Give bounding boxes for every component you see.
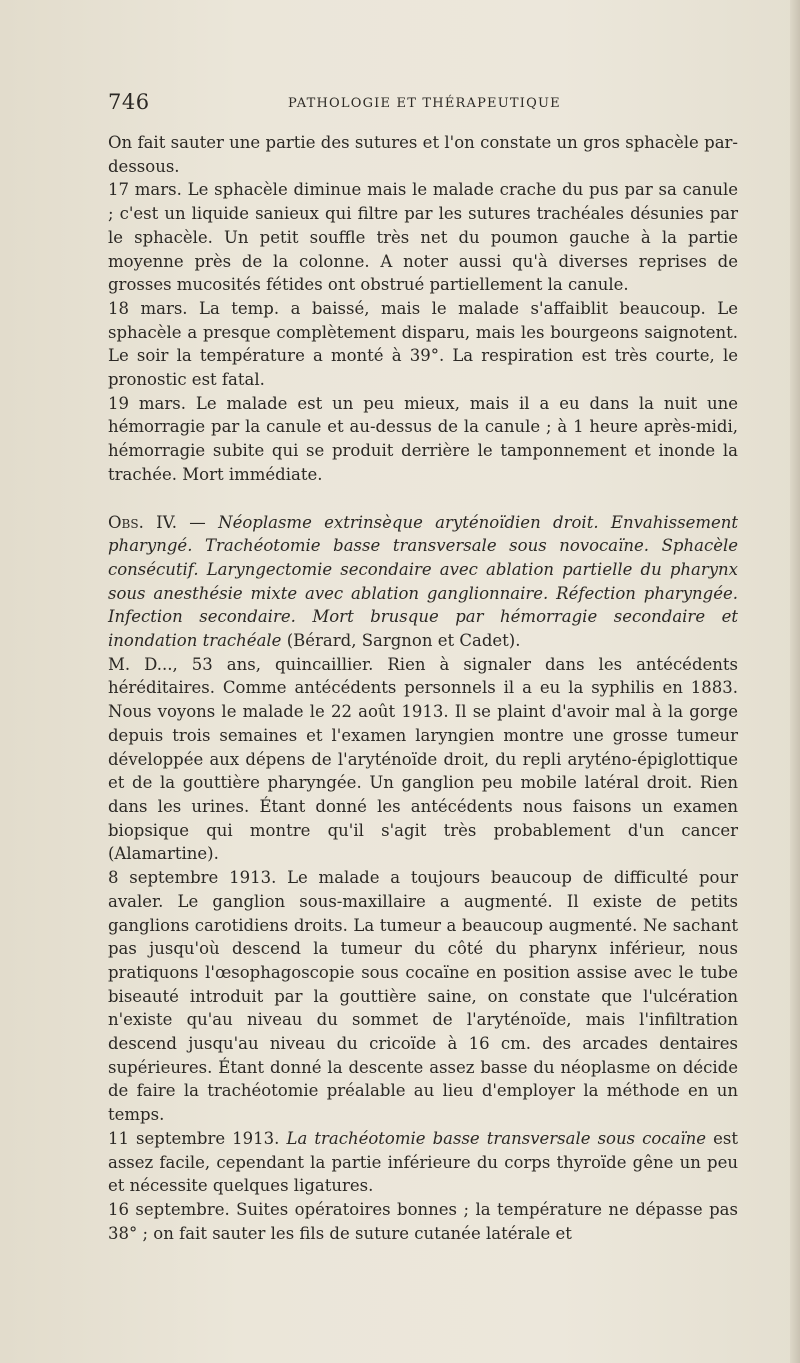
body-text — [108, 131, 738, 1245]
paragraph: 19 mars. Le malade est un peu mieux, mais il a eu dans la nuit une hémorragie par la canule et au-dessus de la canule ; à 1 heure après-midi, hémorragie subite qui se produit derrière le tamponnement et inonde la trachée. Mort immédiate. — [108, 393, 738, 484]
running-head: PATHOLOGIE ET THÉRAPEUTIQUE — [288, 96, 561, 111]
page-number: 746 — [108, 90, 150, 114]
paragraph: 17 mars. Le sphacèle diminue mais le malade crache du pus par sa canule ; c'est un liquide sanieux qui filtre par les sutures trachéales désunies par le sphacèle. Un petit souffle très net du poumon gauche à la partie moyenne près de la colonne. A noter aussi qu'à diverses reprises de grosses mucosités fétides ont obstrué partiellement la canule. — [108, 180, 738, 295]
observation-authors: (Bérard, Sargnon et Cadet). — [281, 631, 521, 651]
page-edge — [790, 0, 800, 1363]
paragraph-sept-11 — [108, 1127, 738, 1198]
procedure-italic: La trachéotomie basse transversale sous cocaïne — [286, 1128, 707, 1148]
observation-label: Obs. IV. — [108, 512, 177, 532]
paragraph: M. D..., 53 ans, quincaillier. Rien à signaler dans les antécédents héréditaires. Comme antécédents personnels il a eu la syphilis en 1883. Nous voyons le malade le 22 août 1913. Il se plaint d'avoir mal à la gorge depuis trois semaines et l'examen laryngien montre une grosse tumeur développée aux dépens de l'aryténoïde droit, du repli aryténo-épiglottique et de la gouttière pharyngée. Un ganglion peu mobile latéral droit. Rien dans les urines. Étant donné les antécédents nous faisons un examen biopsique qui montre qu'il s'agit très probablement d'un cancer (Alamartine). — [108, 654, 738, 864]
paragraph: 16 septembre. Suites opératoires bonnes ; la température ne dépasse pas 38° ; on fait sauter les fils de suture cutanée latérale et — [108, 1199, 738, 1243]
date-lead: 11 septembre 1913. — [108, 1128, 287, 1148]
observation-heading — [108, 511, 738, 653]
paragraph: 18 mars. La temp. a baissé, mais le malade s'affaiblit beaucoup. Le sphacèle a presque complètement disparu, mais les bourgeons saignotent. Le soir la température a monté à 39°. La respiration est très courte, le pronostic est fatal. — [108, 298, 738, 390]
paragraph: 8 septembre 1913. Le malade a toujours beaucoup de difficulté pour avaler. Le ganglion sous-maxillaire a augmenté. Il existe de petits ganglions carotidiens droits. La tumeur a beaucoup augmenté. Ne sachant pas jusqu'où descend la tumeur du côté du pharynx inférieur, nous pratiquons l'œsophagoscopie sous cocaïne en position assise avec le tube biseauté introduit par la gouttière saine, on constate que l'ulcération n'existe qu'au niveau du sommet de l'aryténoïde, mais l'infiltration descend jusqu'au niveau du cricoïde à 16 cm. des arcades dentaires supérieures. Étant donné la descente assez basse du néoplasme on décide de faire la trachéotomie préalable au lieu d'employer la méthode en un temps. — [108, 868, 738, 1125]
paragraph: On fait sauter une partie des sutures et l'on constate un gros sphacèle par-dessous. — [108, 133, 738, 176]
paragraph-rest: est assez facile, cependant la partie inférieure du corps thyroïde gêne un peu et nécessite quelques ligatures. — [108, 1128, 738, 1196]
observation-dash: — — [176, 512, 219, 532]
page-header — [108, 90, 738, 118]
observation-title: Néoplasme extrinsèque aryténoïdien droit. Envahissement pharyngé. Trachéotomie basse transversale sous novocaïne. Sphacèle consécutif. Laryngectomie secondaire avec ablation partielle du pharynx sous anesthésie mixte avec ablation ganglionnaire. Réfection pharyngée. Infection secondaire. Mort brusque par hémorragie secondaire et inondation trachéale — [108, 512, 739, 651]
